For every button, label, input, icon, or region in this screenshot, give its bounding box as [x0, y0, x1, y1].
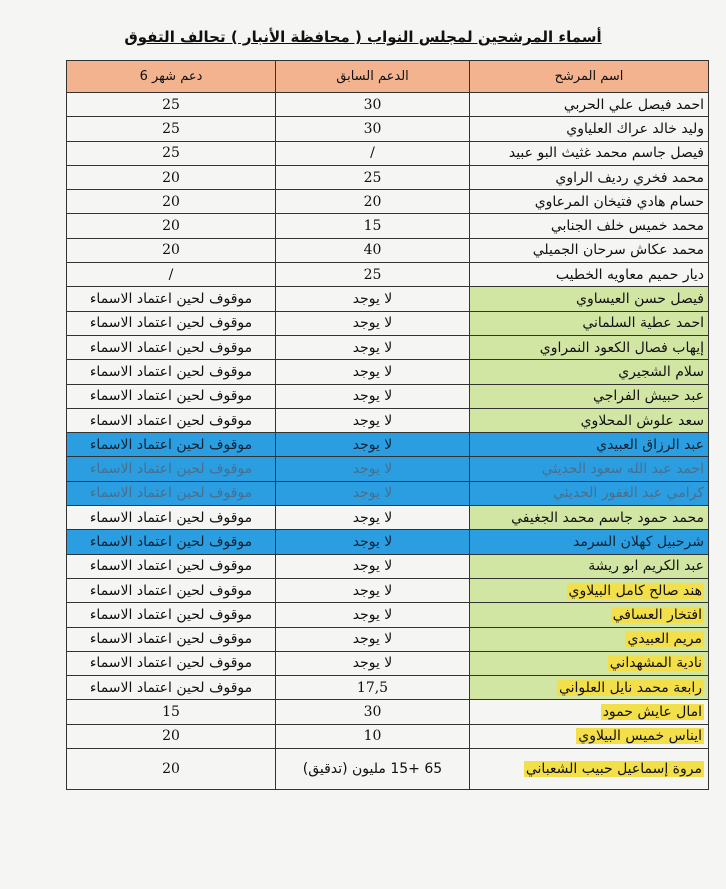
table-row — [67, 335, 709, 359]
cell-month6-support: موقوف لحين اعتماد الاسماء — [67, 311, 276, 335]
table-row — [67, 651, 709, 675]
cell-month6-support: / — [67, 263, 276, 287]
table-row — [67, 749, 709, 790]
cell-previous-support: 10 — [276, 724, 470, 748]
cell-previous-support: لا يوجد — [276, 311, 470, 335]
table-row — [67, 214, 709, 238]
cell-candidate-name — [470, 238, 709, 262]
cell-candidate-name — [470, 360, 709, 384]
cell-previous-support: لا يوجد — [276, 287, 470, 311]
cell-candidate-name — [470, 165, 709, 189]
candidate-name-text: محمد فخري رديف الراوي — [555, 169, 704, 186]
cell-candidate-name — [470, 530, 709, 554]
cell-previous-support: لا يوجد — [276, 384, 470, 408]
cell-previous-support: 30 — [276, 700, 470, 724]
candidate-name-text: نادية المشهداني — [609, 655, 702, 672]
table-row — [67, 676, 709, 700]
candidate-name-text: حسام هادي فتيخان المرعاوي — [534, 193, 704, 210]
cell-candidate-name — [470, 749, 709, 790]
cell-month6-support: موقوف لحين اعتماد الاسماء — [67, 457, 276, 481]
candidate-name-text: رابعة محمد نايل العلواني — [558, 679, 702, 696]
table-row — [67, 165, 709, 189]
candidate-name-text: سعد علوش المحلاوي — [580, 412, 704, 429]
cell-candidate-name — [470, 627, 709, 651]
candidate-name-text: محمد حمود جاسم محمد الجغيفي — [511, 509, 704, 526]
table-row — [67, 603, 709, 627]
cell-month6-support: 20 — [67, 165, 276, 189]
cell-previous-support: لا يوجد — [276, 360, 470, 384]
cell-previous-support: 15 — [276, 214, 470, 238]
candidate-name-text: فيصل جاسم محمد غثيث البو عبيد — [508, 145, 704, 162]
cell-month6-support: 20 — [67, 749, 276, 790]
cell-previous-support: لا يوجد — [276, 578, 470, 602]
candidate-name-text: مريم العبيدي — [627, 631, 702, 648]
cell-month6-support: موقوف لحين اعتماد الاسماء — [67, 360, 276, 384]
candidate-name-text: امال عايش حمود — [602, 704, 702, 721]
table-row — [67, 141, 709, 165]
candidate-name-text: ديار حميم معاويه الخطيب — [555, 266, 704, 283]
candidate-name-text: احمد عطية السلماني — [582, 315, 704, 332]
cell-candidate-name — [470, 335, 709, 359]
cell-month6-support: موقوف لحين اعتماد الاسماء — [67, 384, 276, 408]
cell-month6-support: موقوف لحين اعتماد الاسماء — [67, 651, 276, 675]
cell-month6-support: موقوف لحين اعتماد الاسماء — [67, 554, 276, 578]
candidate-name-text: إيهاب فصال الكعود النمراوي — [539, 339, 704, 356]
candidate-name-text: كرامي عبد الغفور الحديثي — [552, 485, 704, 502]
cell-month6-support: موقوف لحين اعتماد الاسماء — [67, 433, 276, 457]
cell-previous-support: لا يوجد — [276, 433, 470, 457]
table-row — [67, 287, 709, 311]
candidate-name-text: وليد خالد عراك العلياوي — [566, 120, 704, 137]
cell-candidate-name — [470, 700, 709, 724]
cell-candidate-name — [470, 287, 709, 311]
cell-month6-support: 25 — [67, 141, 276, 165]
cell-candidate-name — [470, 506, 709, 530]
cell-candidate-name — [470, 190, 709, 214]
table-row — [67, 238, 709, 262]
cell-previous-support: 17,5 — [276, 676, 470, 700]
cell-candidate-name — [470, 408, 709, 432]
candidate-name-text: ايناس خميس البيلاوي — [578, 728, 702, 745]
cell-previous-support: لا يوجد — [276, 554, 470, 578]
cell-candidate-name — [470, 724, 709, 748]
table-row — [67, 627, 709, 651]
cell-candidate-name — [470, 481, 709, 505]
candidate-name-text: احمد عبد الله سعود الحديثي — [541, 461, 704, 478]
candidate-name-text: عبد الرزاق العبيدي — [596, 436, 704, 453]
cell-candidate-name — [470, 384, 709, 408]
cell-month6-support: موقوف لحين اعتماد الاسماء — [67, 408, 276, 432]
cell-candidate-name — [470, 457, 709, 481]
cell-candidate-name — [470, 578, 709, 602]
table-row — [67, 530, 709, 554]
cell-previous-support: لا يوجد — [276, 627, 470, 651]
cell-previous-support: لا يوجد — [276, 335, 470, 359]
cell-previous-support: لا يوجد — [276, 408, 470, 432]
candidate-name-text: افتخار العسافي — [612, 606, 702, 623]
cell-month6-support: 25 — [67, 117, 276, 141]
cell-previous-support: لا يوجد — [276, 603, 470, 627]
cell-candidate-name — [470, 214, 709, 238]
table-row — [67, 408, 709, 432]
table-row — [67, 578, 709, 602]
cell-month6-support: 15 — [67, 700, 276, 724]
header-previous-support: الدعم السابق — [276, 61, 470, 93]
cell-candidate-name — [470, 263, 709, 287]
document-title: أسماء المرشحين لمجلس النواب ( محافظة الأنبار ) تحالف التفوق — [124, 28, 602, 46]
cell-month6-support: 25 — [67, 93, 276, 117]
cell-month6-support: موقوف لحين اعتماد الاسماء — [67, 676, 276, 700]
cell-previous-support: لا يوجد — [276, 457, 470, 481]
candidate-name-text: عبد حبيش الفراجي — [593, 388, 704, 405]
cell-candidate-name — [470, 603, 709, 627]
table-row — [67, 554, 709, 578]
table-row — [67, 190, 709, 214]
cell-previous-support: لا يوجد — [276, 506, 470, 530]
cell-previous-support: لا يوجد — [276, 530, 470, 554]
cell-previous-support: / — [276, 141, 470, 165]
cell-month6-support: موقوف لحين اعتماد الاسماء — [67, 578, 276, 602]
cell-month6-support: 20 — [67, 190, 276, 214]
cell-month6-support: موقوف لحين اعتماد الاسماء — [67, 627, 276, 651]
cell-previous-support: 20 — [276, 190, 470, 214]
cell-candidate-name — [470, 676, 709, 700]
candidate-name-text: احمد فيصل علي الحربي — [563, 96, 704, 113]
cell-month6-support: موقوف لحين اعتماد الاسماء — [67, 287, 276, 311]
cell-month6-support: 20 — [67, 214, 276, 238]
cell-previous-support: 25 — [276, 263, 470, 287]
cell-month6-support: موقوف لحين اعتماد الاسماء — [67, 335, 276, 359]
table-row — [67, 700, 709, 724]
table-row — [67, 724, 709, 748]
candidate-name-text: محمد خميس خلف الجنابي — [550, 218, 704, 235]
candidates-table — [66, 60, 709, 790]
table-row — [67, 457, 709, 481]
table-row — [67, 433, 709, 457]
cell-candidate-name — [470, 651, 709, 675]
cell-candidate-name — [470, 311, 709, 335]
candidate-name-text: سلام الشجيري — [618, 363, 704, 380]
candidate-name-text: محمد عكاش سرحان الجميلي — [532, 242, 704, 259]
cell-candidate-name — [470, 433, 709, 457]
cell-candidate-name — [470, 93, 709, 117]
table-row — [67, 117, 709, 141]
table-row — [67, 481, 709, 505]
cell-previous-support: لا يوجد — [276, 651, 470, 675]
cell-previous-support: 30 — [276, 117, 470, 141]
cell-candidate-name — [470, 141, 709, 165]
table-row — [67, 506, 709, 530]
cell-month6-support: 20 — [67, 238, 276, 262]
cell-month6-support: موقوف لحين اعتماد الاسماء — [67, 530, 276, 554]
table-row — [67, 263, 709, 287]
cell-month6-support: موقوف لحين اعتماد الاسماء — [67, 481, 276, 505]
header-month6-support: دعم شهر 6 — [67, 61, 276, 93]
table-row — [67, 360, 709, 384]
candidate-name-text: شرحبيل كهلان السرمد — [572, 533, 704, 550]
cell-previous-support: 25 — [276, 165, 470, 189]
cell-previous-support: 40 — [276, 238, 470, 262]
table-row — [67, 93, 709, 117]
cell-month6-support: موقوف لحين اعتماد الاسماء — [67, 506, 276, 530]
candidate-name-text: فيصل حسن العيساوي — [576, 291, 704, 308]
cell-previous-support: لا يوجد — [276, 481, 470, 505]
table-header-row — [67, 61, 709, 93]
header-candidate-name: اسم المرشح — [470, 61, 709, 93]
candidate-name-text: هند صالح كامل البيلاوي — [568, 582, 702, 599]
cell-previous-support: 30 — [276, 93, 470, 117]
cell-candidate-name — [470, 117, 709, 141]
cell-month6-support: موقوف لحين اعتماد الاسماء — [67, 603, 276, 627]
table-row — [67, 311, 709, 335]
cell-candidate-name — [470, 554, 709, 578]
candidate-name-text: عبد الكريم ابو ريشة — [588, 558, 704, 575]
cell-month6-support: 20 — [67, 724, 276, 748]
candidate-name-text: مروة إسماعيل حبيب الشعباني — [525, 761, 702, 778]
cell-previous-support: 65 +15 مليون (تدقيق) — [276, 749, 470, 790]
table-row — [67, 384, 709, 408]
